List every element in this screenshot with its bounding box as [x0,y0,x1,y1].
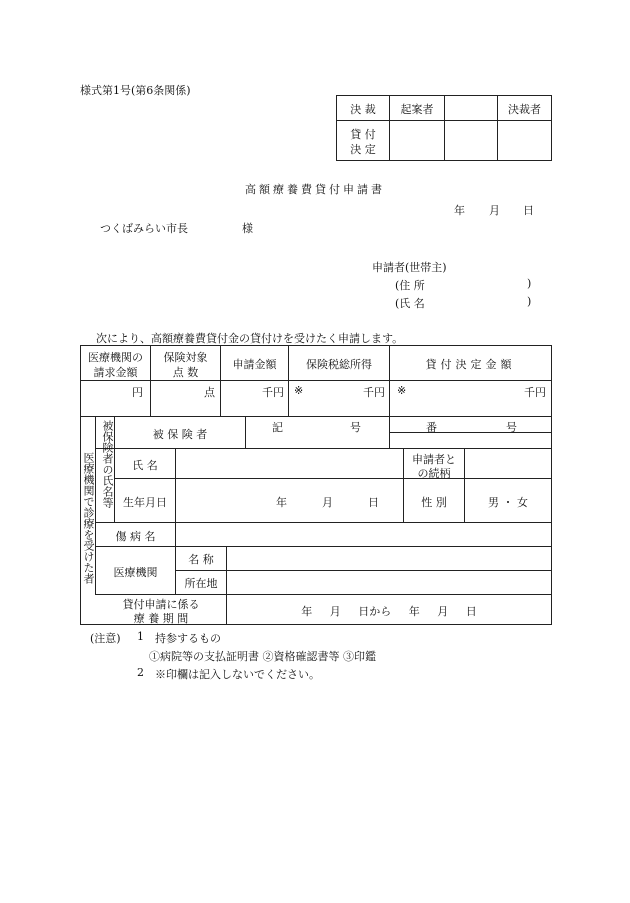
institution-location-label: 所在地 [184,577,218,590]
unit-points: 点 [204,386,215,399]
applicant-address-close: ) [527,277,532,290]
note1-items: ①病院等の支払証明書 ②資格確認書等 ③印鑑 [149,650,376,663]
applicant-address: (住 所 [395,279,425,292]
institution-name-label: 名 称 [188,553,214,566]
approver-label: 決裁者 [508,103,541,116]
relation-label-1: 申請者と [412,453,456,466]
birth-year: 年 [276,496,287,509]
loan-decision-2: 決 定 [350,143,376,156]
unit-yen: 円 [132,386,143,399]
billing-header-2: 請求金額 [93,366,138,379]
unit-thousand-loan: 千円 [524,386,546,399]
addressee: つくばみらい市長 [100,222,188,235]
ban-label: 番 [426,421,437,434]
honorific: 様 [242,222,253,235]
notes-head: (注意) [90,632,121,645]
note1-number: 1 [137,630,144,643]
birth-month: 月 [322,496,333,509]
date-month: 月 [489,204,500,217]
period-text: 年 月 日から 年 月 日 [301,605,477,618]
unit-thousand-income: 千円 [363,386,385,399]
decision-label: 決 裁 [350,103,376,116]
period-label-2: 療 養 期 間 [133,612,189,625]
page-title: 高額療養費貸付申請書 [245,183,385,196]
applicant-name-close: ) [527,295,532,308]
name-label: 氏 名 [132,459,158,472]
relation-label-2: の続柄 [417,467,451,480]
mark-loan: ※ [397,384,407,397]
sex-label: 性 別 [421,496,447,509]
note2-number: 2 [137,666,144,679]
intro-text: 次により、高額療養費貸付金の貸付けを受けたく申請します。 [96,332,404,345]
loan-decision-1: 貸 付 [350,128,376,141]
gou2-label: 号 [506,421,517,434]
note2-text: ※印欄は記入しないでください。 [155,668,320,681]
disease-label: 傷 病 名 [115,530,156,543]
date-day: 日 [523,204,534,217]
insured-side-label: 被保険者の氏名等 [101,420,114,508]
income-header: 保険税総所得 [306,358,372,371]
applicant-name: (氏 名 [395,297,425,310]
birth-day: 日 [368,496,379,509]
note1-text: 持参するもの [155,632,221,645]
period-label-1: 貸付申請に係る [122,598,200,611]
billing-header-1: 医療機関の [88,351,143,364]
gou-label: 号 [350,421,361,434]
symbol-label: 記 [272,421,283,434]
applicant-label: 申請者(世帯主) [372,261,447,274]
unit-thousand-request: 千円 [262,386,284,399]
date-year: 年 [454,204,465,217]
points-header-2: 点 数 [172,366,199,379]
institution-label: 医療機関 [113,566,158,579]
loan-header: 貸付決定金額 [425,358,516,371]
request-header: 申請金額 [232,358,277,371]
form-id: 様式第1号(第6条関係) [80,84,191,97]
sex-options: 男 ・ 女 [488,496,528,509]
patient-side-label: 医療機関で診療を受けた者 [82,452,95,584]
birth-label: 生年月日 [123,496,167,509]
points-header-1: 保険対象 [163,351,208,364]
mark-income: ※ [294,384,304,397]
drafter-label: 起案者 [400,103,434,116]
insured-label: 被 保 険 者 [152,428,208,441]
